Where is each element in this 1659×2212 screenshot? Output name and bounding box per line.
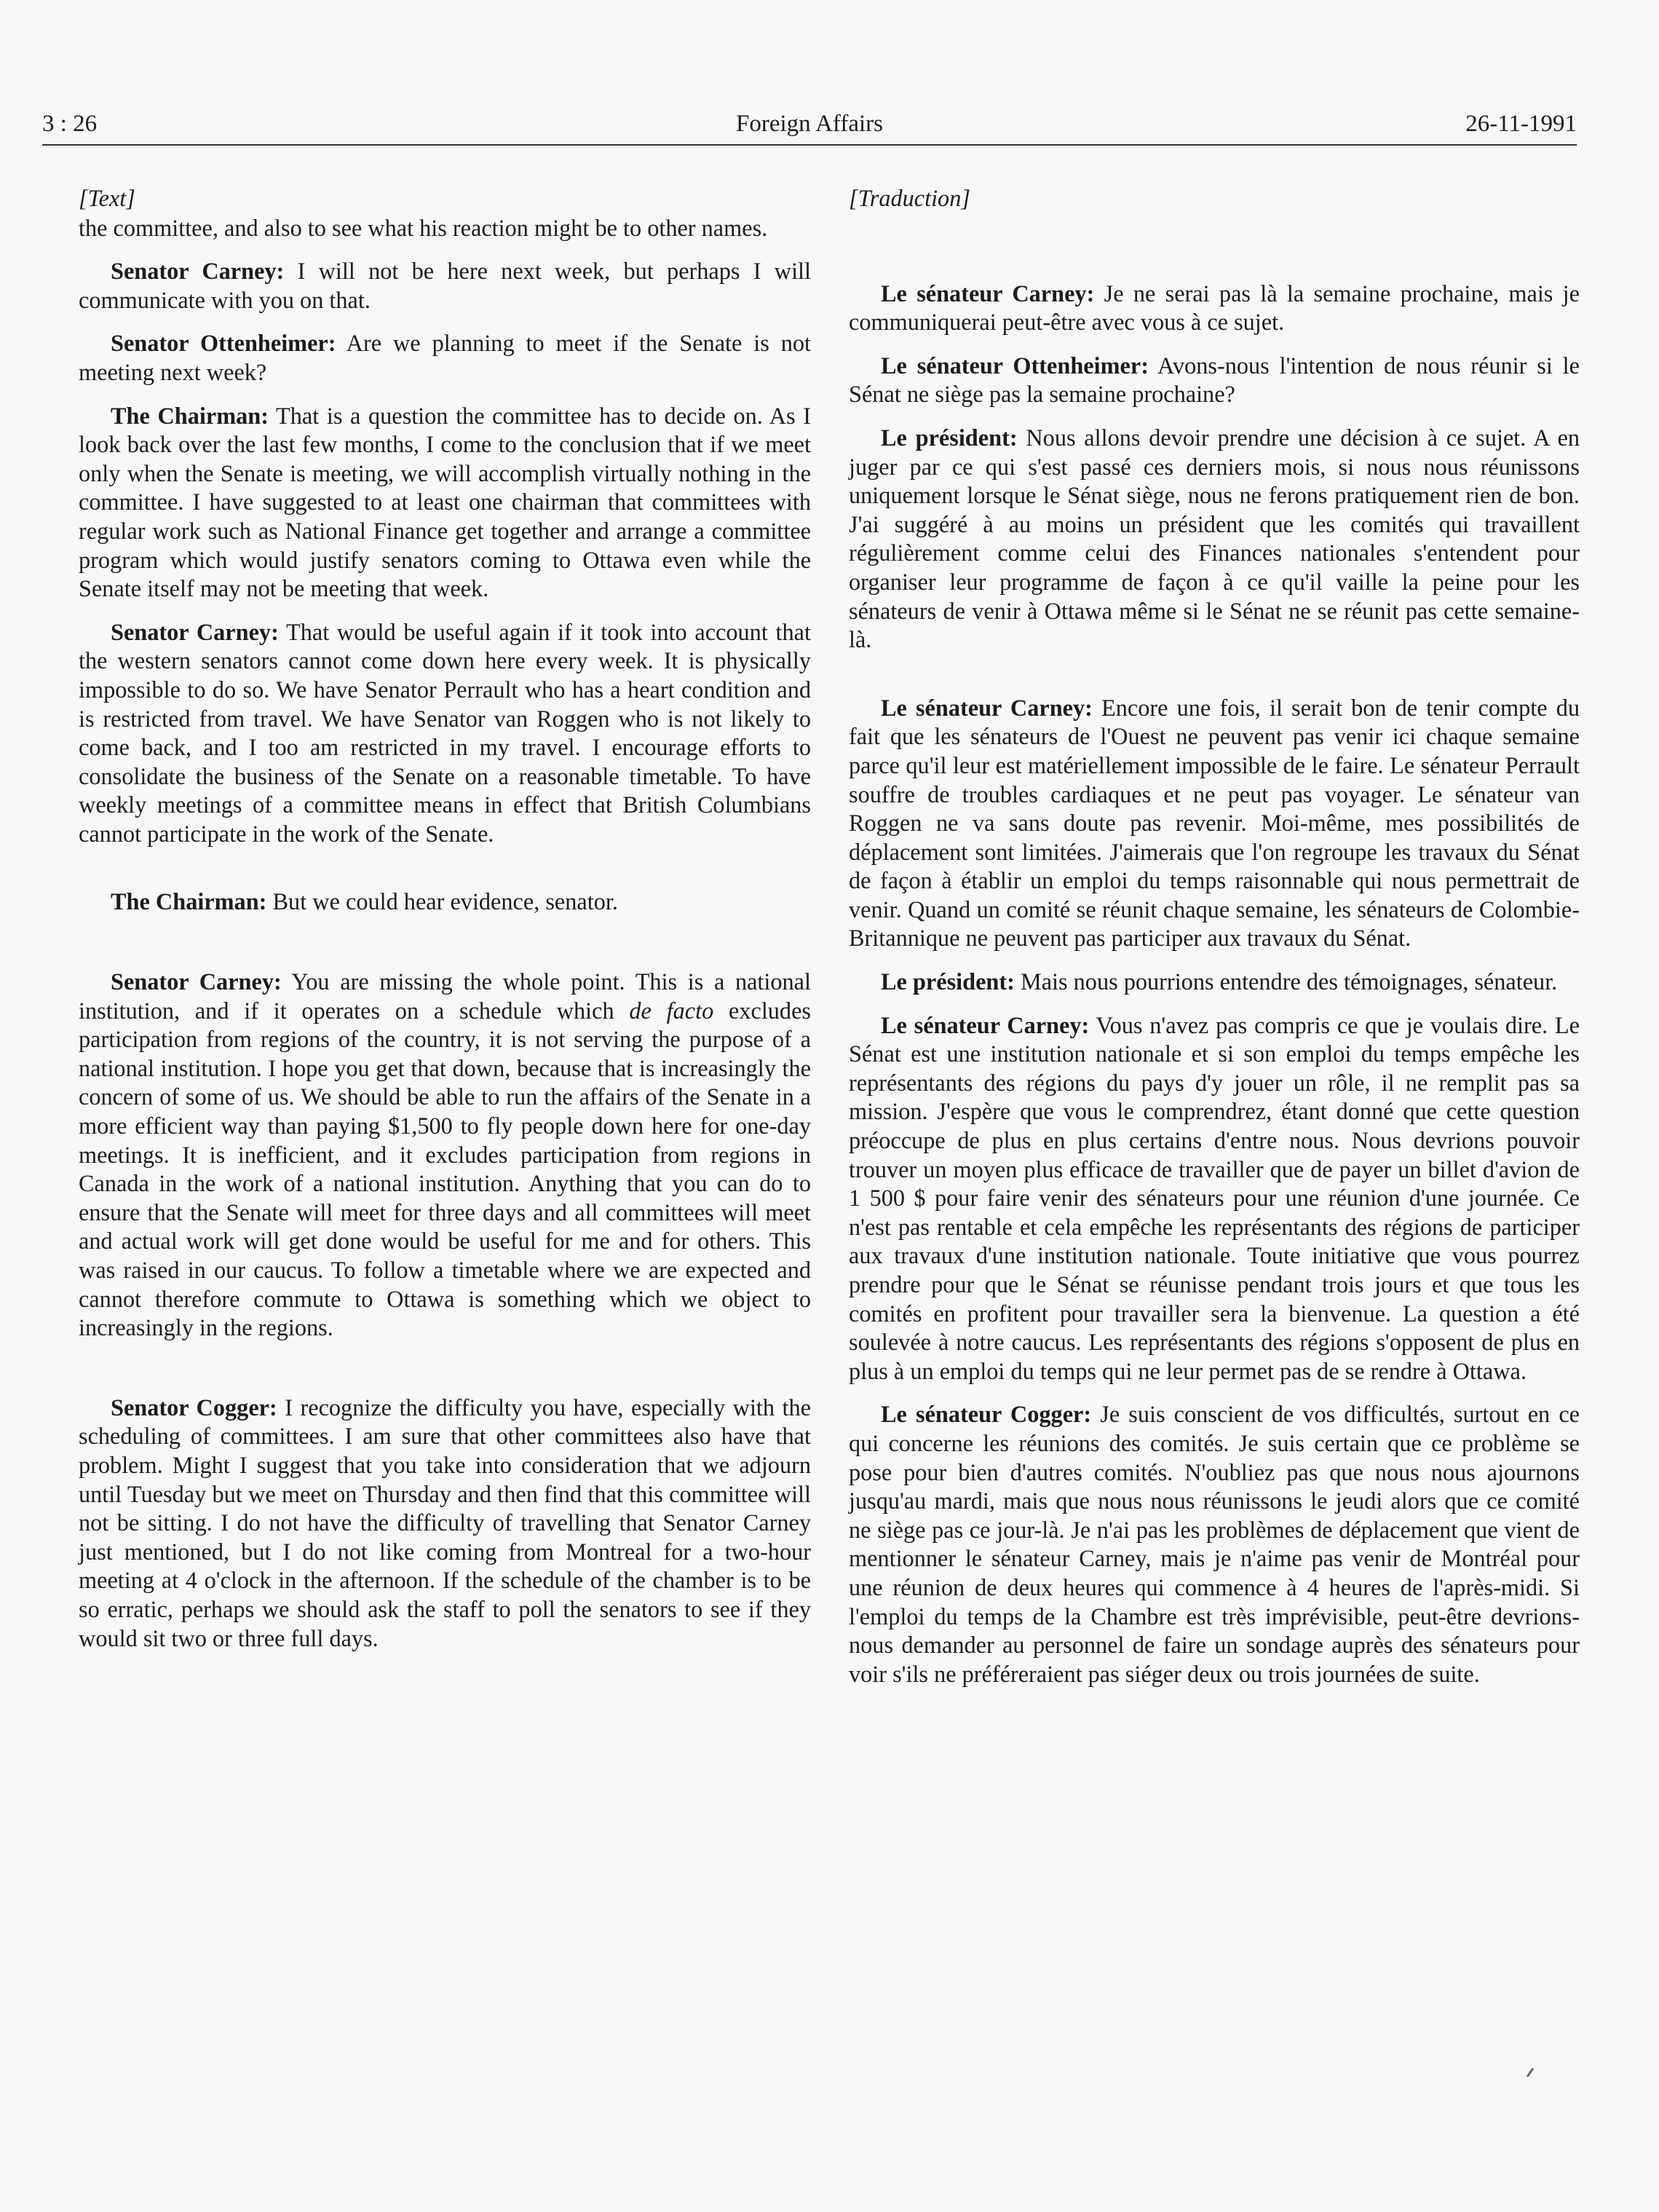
speaker-name: Senator Carney:: [111, 618, 279, 645]
speaker-name: Le sénateur Carney:: [881, 280, 1095, 307]
speech-paragraph: [849, 280, 1580, 337]
french-column: [849, 184, 1580, 1688]
speech-paragraph: [849, 694, 1580, 953]
speaker-name: Senator Cogger:: [111, 1394, 277, 1421]
speech-paragraph: [79, 257, 811, 315]
speech-text: Je suis conscient de vos difficultés, surtout en ce qui concerne les réunions des comités. Je suis certain que ce problème se pose pour bien d'autres comités. N'oubliez pas que nous nous ajournons jusqu'au mardi, mais que nous nous réunissons le jeudi alors que ce comité ne siège pas ce jour-là. Je n'ai pas les problèmes de déplacement que vient de mentionner le sénateur Carney, mais je n'aime pas venir de Montréal pour une réunion de deux heures qui commence à 4 heures de l'après-midi. Si l'emploi du temps de la Chambre est très imprévisible, peut-être devrions-nous demander au personnel de faire un sondage auprès des sénateurs pour voir s'ils ne préféreraient pas siéger deux ou trois journées de suite.: [849, 1401, 1580, 1687]
speaker-name: Le sénateur Carney:: [881, 1011, 1090, 1038]
continuation-paragraph: the committee, and also to see what his reaction might be to other names.: [79, 214, 768, 241]
speech-text: That would be useful again if it took into account that the western senators cannot come down here every week. It is physically impossible to do so. We have Senator Perrault who has a heart condition and is restricted from travel. We have Senator van Roggen who is not likely to come back, and I too am restricted in my travel. I encourage efforts to consolidate the business of the Senate on a reasonable timetable. To have weekly meetings of a committee means in effect that British Columbians cannot participate in the work of the Senate.: [79, 618, 811, 847]
speech-paragraph: [849, 1011, 1580, 1386]
speech-text: Je ne serai pas là la semaine prochaine, mais je communiquerai peut-être avec vous à ce sujet.: [849, 280, 1580, 336]
language-label: [Text]: [79, 185, 135, 211]
speech-text: I recognize the difficulty you have, especially with the scheduling of committees. I am sure that other committees also have that problem. Might I suggest that you take into consideration that we adjourn until Tuesday but we meet on Thursday and then find that this committee will not be sitting. I do not have the difficulty of travelling that Senator Carney just mentioned, but I do not like coming from Montreal for a two-hour meeting at 4 o'clock in the afternoon. If the schedule of the chamber is to be so erratic, perhaps we should ask the staff to poll the senators to see if they would sit two or three full days.: [79, 1394, 811, 1651]
latin-phrase: de facto: [629, 997, 714, 1024]
speaker-name: Senator Carney:: [111, 258, 285, 285]
publication-title: Foreign Affairs: [736, 111, 883, 137]
speaker-name: Le sénateur Cogger:: [881, 1401, 1092, 1428]
speech-text: Are we planning to meet if the Senate is not meeting next week?: [79, 330, 811, 385]
speaker-name: The Chairman:: [111, 888, 267, 915]
speech-paragraph: [849, 968, 1580, 997]
speaker-name: Le président:: [881, 424, 1018, 451]
speech-paragraph: [79, 968, 811, 1343]
speech-text: Avons-nous l'intention de nous réunir si le Sénat ne siège pas la semaine prochaine?: [849, 352, 1580, 408]
english-column: [79, 184, 811, 1653]
speaker-name: Le sénateur Carney:: [881, 694, 1093, 721]
speaker-name: The Chairman:: [111, 402, 269, 429]
speech-paragraph: [849, 424, 1580, 655]
running-header: [42, 109, 1577, 146]
speech-text: That is a question the committee has to decide on. As I look back over the last few months, I come to the conclusion that if we meet only when the Senate is meeting, we will accomplish virtually nothing in the committee. I have suggested to at least one chairman that committees with regular work such as National Finance get together and arrange a committee program which would justify senators coming to Ottawa even while the Senate itself may not be meeting that week.: [79, 402, 811, 602]
speech-text: I will not be here next week, but perhaps I will communicate with you on that.: [79, 258, 811, 313]
page-number: 3 : 26: [42, 111, 98, 137]
speech-paragraph: [79, 402, 811, 604]
speech-paragraph: [79, 618, 811, 849]
speech-text: Vous n'avez pas compris ce que je voulais dire. Le Sénat est une institution nationale et si son emploi du temps empêche les représentants des régions du pays d'y jouer un rôle, il ne remplit pas sa mission. J'espère que vous le comprendrez, étant donné que cette question préoccupe de plus en plus certains d'entre nous. Nous devrions pouvoir trouver un moyen plus efficace de travailler que de payer un billet d'avion de 1 500 $ pour faire venir des sénateurs pour une réunion d'une journée. Ce n'est pas rentable et cela empêche les représentants des régions de participer aux travaux d'une institution nationale. Toute initiative que vous pourrez prendre pour que le Sénat se réunisse pendant trois jours et que tous les comités en profitent pour travailler sera la bienvenue. La question a été soulevée à notre caucus. Les représentants des régions s'opposent de plus en plus à un emploi du temps qui ne leur permet pas de se rendre à Ottawa.: [849, 1011, 1580, 1384]
speech-paragraph: [79, 1394, 811, 1653]
speech-text: You are missing the whole point. This is a national institution, and if it operates on a schedule which: [79, 968, 811, 1024]
speech-text: excludes participation from regions of the country, it is not serving the purpose of a national institution. I hope you get that down, because that is increasingly the concern of some of us. We should be able to run the affairs of the Senate in a more efficient way than paying $1,500 to fly people down here for one-day meetings. It is inefficient, and it excludes participation from regions in Canada in the work of a national institution. Anything that you can do to ensure that the Senate will meet for three days and all committees will meet and actual work will get done would be useful for me and for others. This was raised in our caucus. To follow a timetable where we are expected and cannot therefore commute to Ottawa is something which we object to increasingly in the regions.: [79, 997, 811, 1341]
speaker-name: Le sénateur Ottenheimer:: [881, 352, 1149, 379]
speaker-name: Le président:: [881, 968, 1015, 995]
speech-text: But we could hear evidence, senator.: [266, 888, 618, 915]
speech-paragraph: [79, 888, 811, 917]
speaker-name: Senator Carney:: [111, 968, 282, 995]
speech-paragraph: [79, 329, 811, 387]
speaker-name: Senator Ottenheimer:: [111, 330, 336, 357]
speech-text: Mais nous pourrions entendre des témoignages, sénateur.: [1014, 968, 1558, 995]
speech-text: Encore une fois, il serait bon de tenir compte du fait que les sénateurs de l'Ouest ne peuvent pas venir ici chaque semaine parce qu'il leur est matériellement impossible de le faire. Le sénateur Perrault souffre de troubles cardiaques et ne peut pas voyager. Le sénateur van Roggen ne va sans doute pas revenir. Moi-même, mes possibilités de déplacement sont limitées. J'aimerais que l'on regroupe les travaux du Sénat de façon à établir un emploi du temps raisonnable qui nous permettrait de venir. Quand un comité se réunit chaque semaine, les sénateurs de Colombie-Britannique ne peuvent pas participer aux travaux du Sénat.: [849, 694, 1580, 952]
speech-paragraph: [849, 1400, 1580, 1688]
pen-mark: [1527, 2068, 1534, 2077]
header-date: 26-11-1991: [1465, 111, 1577, 137]
speech-text: Nous allons devoir prendre une décision à ce sujet. A en juger par ce qui s'est passé ces derniers mois, si nous nous réunissons uniquement lorsque le Sénat siège, nous ne ferons pratiquement rien de bon. J'ai suggéré à au moins un président que les comités qui travaillent régulièrement comme celui des Finances nationales s'entendent pour organiser leur programme de façon à ce qu'il vaille la peine pour les sénateurs de venir à Ottawa même si le Sénat ne se réunit pas cette semaine-là.: [849, 424, 1580, 653]
speech-paragraph: [849, 352, 1580, 409]
language-label: [Traduction]: [849, 185, 970, 211]
